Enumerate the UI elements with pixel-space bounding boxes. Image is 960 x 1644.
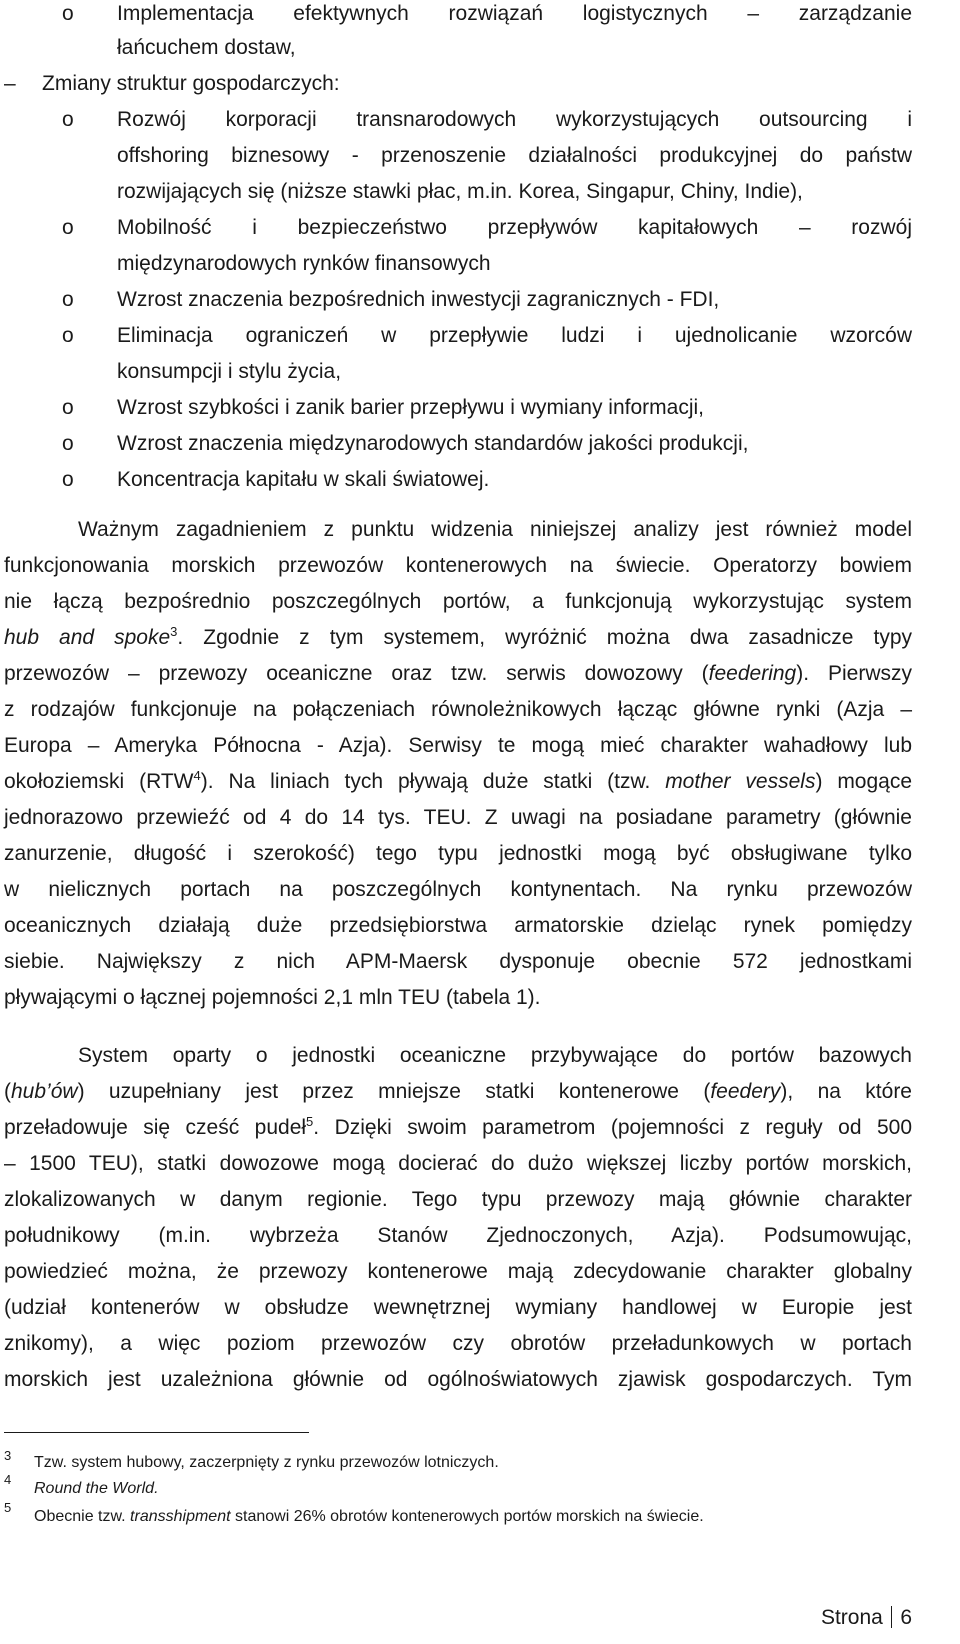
bullet-marker: o [62,108,74,131]
bullet-text: offshoring biznesowy - przenoszenie działalności produkcyjnej do państw [117,144,912,167]
paragraph-line: funkcjonowania morskich przewozów kontenerowych na świecie. Operatorzy bowiem [4,554,912,577]
paragraph-line: siebie. Największy z nich APM-Maersk dysponuje obecnie 572 jednostkami [4,950,912,973]
paragraph-line: (hub’ów) uzupełniany jest przez mniejsze statki kontenerowe (feedery), na które [4,1080,912,1103]
paragraph-line: Europa – Ameryka Północna - Azja). Serwisy te mogą mieć charakter wahadłowy lub [4,734,912,757]
footnote-separator [4,1432,309,1433]
italic-term: feedering [708,662,797,685]
bullet-text: Wzrost znaczenia międzynarodowych standardów jakości produkcji, [117,432,749,455]
footnote-text: Round the World. [34,1480,159,1497]
footnote-number: 4 [4,1472,12,1487]
paragraph-line: zanurzenie, długość i szerokość) tego typu jednostki mogą być obsługiwane tylko [4,842,912,865]
footnote-number: 3 [4,1448,12,1463]
footnote-text: Tzw. system hubowy, zaczerpnięty z rynku przewozów lotniczych. [34,1454,499,1471]
paragraph-line: powiedzieć można, że przewozy kontenerowe mają zdecydowanie charakter globalny [4,1260,912,1283]
bullet-text: rozwijających się (niższe stawki płac, m.in. Korea, Singapur, Chiny, Indie), [117,180,803,203]
paragraph-line: Ważnym zagadnieniem z punktu widzenia niniejszej analizy jest również model [78,518,912,541]
footer-separator [891,1606,893,1628]
bullet-text: Wzrost szybkości i zanik barier przepływu i wymiany informacji, [117,396,704,419]
bullet-text: łańcuchem dostaw, [117,36,296,59]
paragraph-line: System oparty o jednostki oceaniczne przybywające do portów bazowych [78,1044,912,1067]
paragraph-line: w nielicznych portach na poszczególnych kontynentach. Na rynku przewozów [4,878,912,901]
paragraph-line: przewozów – przewozy oceaniczne oraz tzw. serwis dowozowy (feedering). Pierwszy [4,662,912,685]
page-number: 6 [900,1606,912,1629]
bullet-text: Eliminacja ograniczeń w przepływie ludzi i ujednolicanie wzorców [117,324,912,347]
paragraph-line: jednorazowo przewieźć od 4 do 14 tys. TEU. Z uwagi na posiadane parametry (głównie [4,806,912,829]
page-label: Strona [820,1606,883,1629]
bullet-marker: o [62,396,74,419]
bullet-marker: o [62,288,74,311]
bullet-marker: o [62,216,74,239]
bullet-text: Implementacja efektywnych rozwiązań logistycznych – zarządzanie [117,2,912,25]
paragraph-line: nie łączą bezpośrednio poszczególnych portów, a funkcjonują wykorzystując system [4,590,912,613]
bullet-marker: o [62,468,74,491]
footnote-ref[interactable]: 3 [170,624,178,639]
bullet-text: konsumpcji i stylu życia, [117,360,342,383]
bullet-text: międzynarodowych rynków finansowych [117,252,491,275]
paragraph-line: południkowy (m.in. wybrzeża Stanów Zjednoczonych, Azja). Podsumowując, [4,1224,912,1247]
paragraph-line: z rodzajów funkcjonuje na połączeniach równoleżnikowych łącząc główne rynki (Azja – [4,698,912,721]
bullet-text: Wzrost znaczenia bezpośrednich inwestycji zagranicznych - FDI, [117,288,720,311]
bullet-marker: o [62,432,74,455]
paragraph-line: (udział kontenerów w obsłudze wewnętrznej wymiany handlowej w Europie jest [4,1296,912,1319]
paragraph-line: morskich jest uzależniona głównie od ogólnoświatowych zjawisk gospodarczych. Tym [4,1368,912,1391]
bullet-marker: o [62,2,74,25]
page-number-footer [821,1604,912,1632]
paragraph-line: – 1500 TEU), statki dowozowe mogą docierać do dużo większej liczby portów morskich, [4,1152,912,1175]
footnote-ref[interactable]: 4 [193,768,201,783]
paragraph-line: znikomy), a więc poziom przewozów czy obrotów przeładunkowych w portach [4,1332,912,1355]
bullet-text: Mobilność i bezpieczeństwo przepływów kapitałowych – rozwój [117,216,912,239]
footnote-number: 5 [4,1500,12,1515]
footnote-text: Obecnie tzw. transshipment stanowi 26% obrotów kontenerowych portów morskich na świecie. [34,1508,704,1525]
italic-term: mother vessels [665,770,816,793]
paragraph-line: hub and spoke$^3$. Zgodnie z tym systemem, wyróżnić można dwa zasadnicze typy [4,624,912,649]
paragraph-line: zlokalizowanych w danym regionie. Tego typu przewozy mają głównie charakter [4,1188,912,1211]
bullet-text: Rozwój korporacji transnarodowych wykorzystujących outsourcing i [117,108,912,131]
footnote-ref[interactable]: 5 [306,1114,314,1129]
bullet-marker: o [62,324,74,347]
italic-term: hub and spoke [4,626,171,649]
paragraph-line: przeładowuje się cześć pudeł$^5$. Dzięki swoim parametrom (pojemności z reguły od 500 [4,1114,913,1139]
italic-term: hub’ów [11,1080,78,1103]
dash-item-text: Zmiany struktur gospodarczych: [42,72,340,95]
paragraph-line: pływającymi o łącznej pojemności 2,1 mln TEU (tabela 1). [4,986,541,1009]
dash-marker: – [4,72,16,95]
italic-term: feedery [710,1080,781,1103]
bullet-text: Koncentracja kapitału w skali światowej. [117,468,490,491]
paragraph-line: oceanicznych działają duże przedsiębiorstwa armatorskie dzieląc rynek pomiędzy [4,914,912,937]
paragraph-line: okołoziemski (RTW$^4$). Na liniach tych pływają duże statki (tzw. mother vessels) mogące [4,768,913,793]
